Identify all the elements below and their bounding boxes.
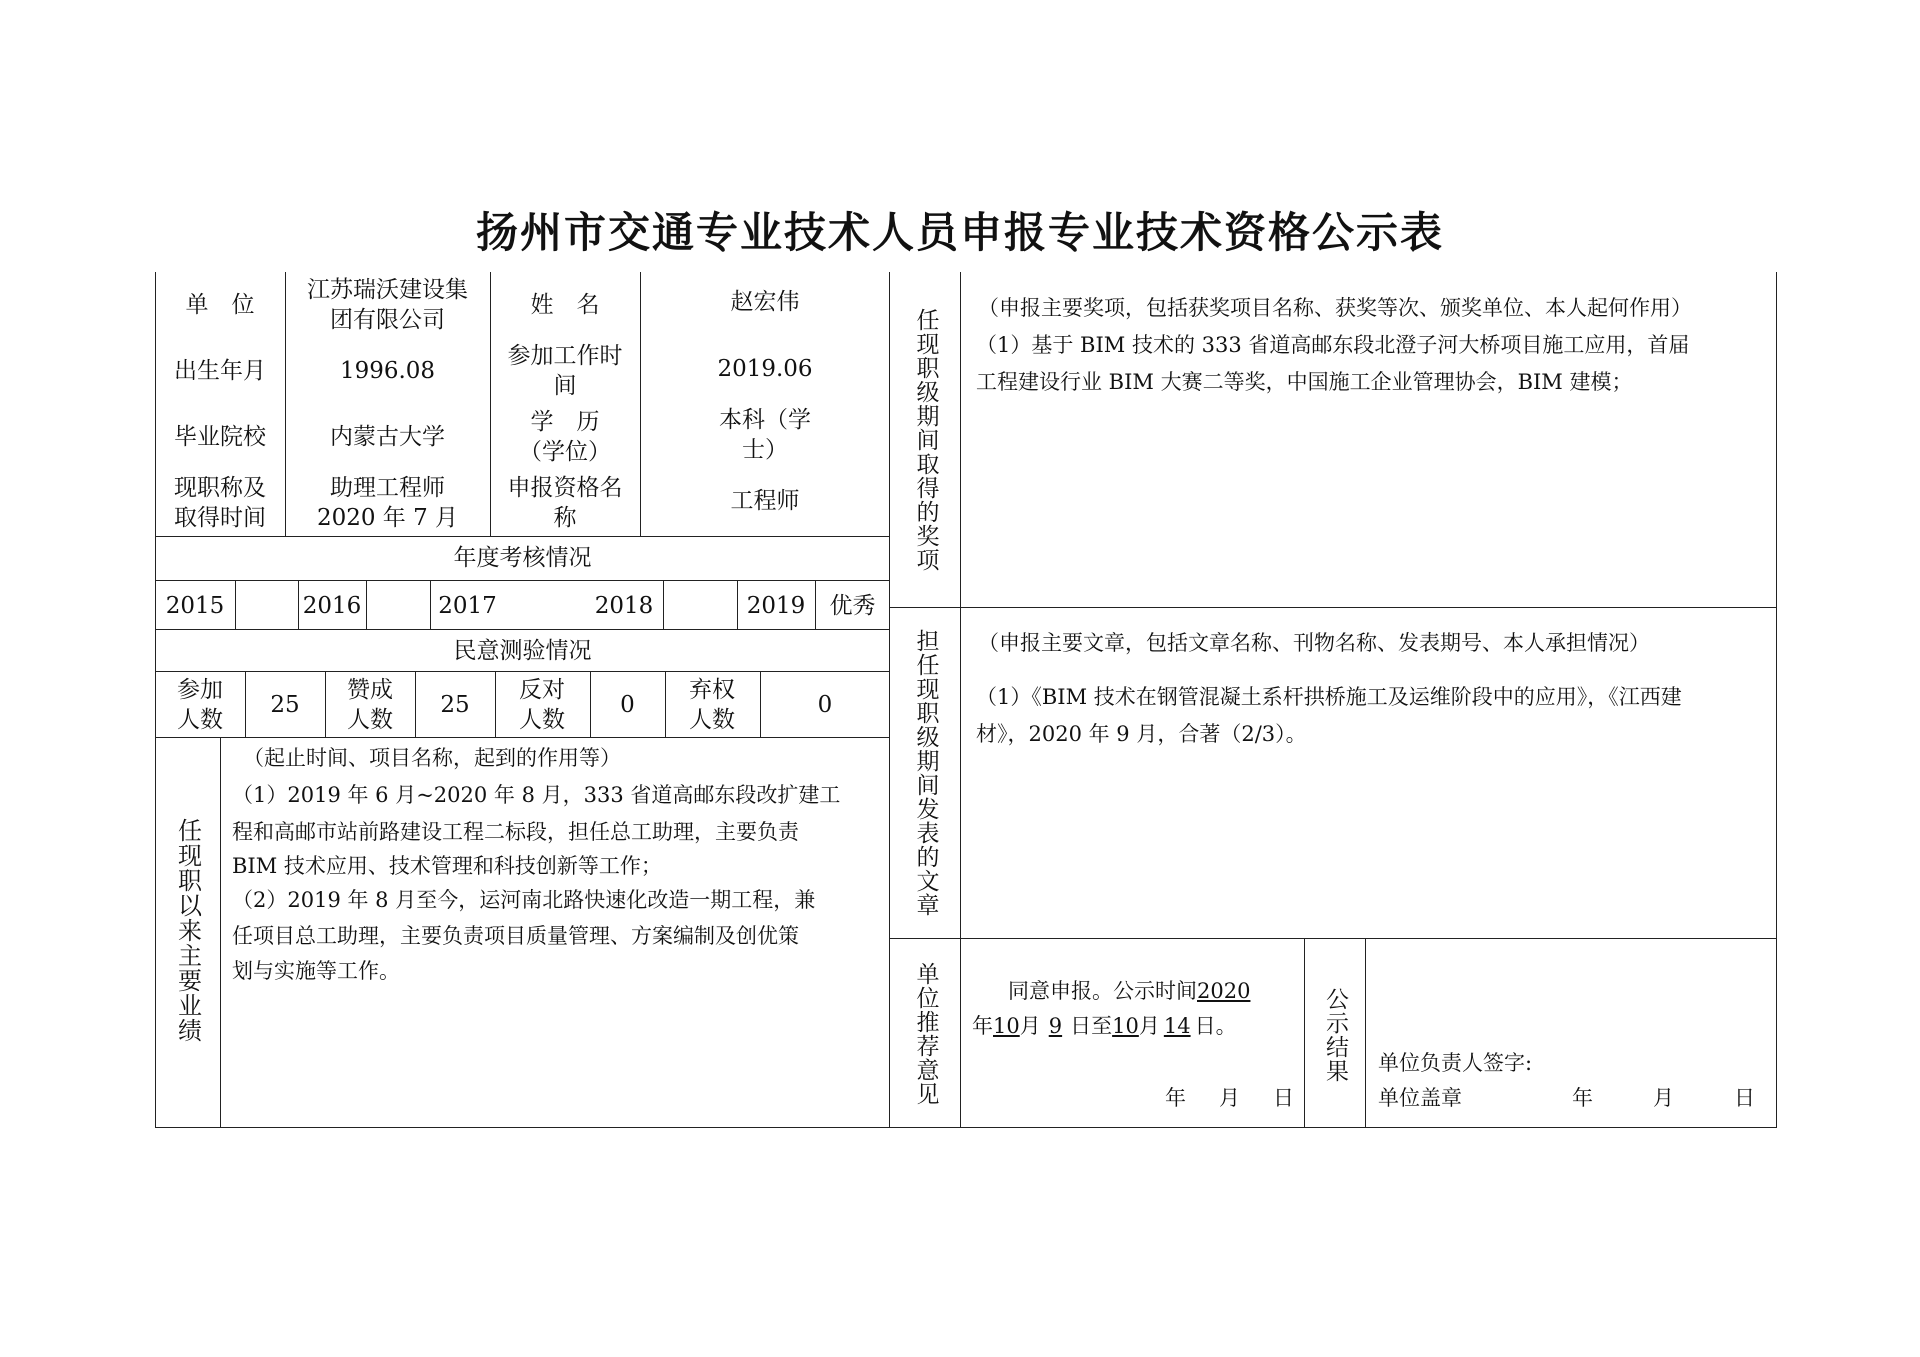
annual-result-2019: 优秀 [829,592,876,619]
performance-line-4: （2）2019 年 8 月至今，运河南北路快速化改造一期工程，兼 [232,888,816,912]
poll-abstain-value: 0 [817,692,833,718]
recommend-year-char: 年 [972,1014,993,1038]
recommend-day-start: 9 [1048,1014,1063,1038]
annual-result-2018 [663,581,737,630]
birth-label: 出生年月 [174,358,266,384]
recommend-line-1 [1008,973,1250,1010]
annual-result-2015 [235,581,298,630]
school-label: 毕业院校 [174,424,266,450]
awards-line-2: 工程建设行业 BIM 大赛二等奖，中国施工企业管理协会，BIM 建模； [976,370,1633,394]
annual-result-2016 [366,581,430,630]
poll-approve-label: 赞成人数 [347,677,393,733]
recommend-date: 年 月 日 [1165,1086,1300,1110]
poll-approve-value: 25 [440,692,470,718]
poll-oppose-label: 反对人数 [519,677,565,733]
articles-label: 担任现职级期间发表的文章 [912,629,939,917]
poll-oppose-value: 0 [620,692,635,718]
apply-value: 工程师 [730,488,800,514]
work-label: 参加工作时 间 [507,343,646,399]
title-value: 助理工程师2020 年 7 月 [316,475,459,531]
annual-header: 年度考核情况 [155,536,890,581]
apply-label: 申报资格名称 [507,475,623,531]
recommend-month-char-1: 月 [1019,1014,1041,1038]
recommend-ri-end: 日。 [1194,1014,1237,1038]
recommend-prefix: 同意申报。公示时间 [1008,979,1197,1003]
work-value: 2019.06 [717,356,813,382]
performance-line-3: BIM 技术应用、技术管理和科技创新等工作； [232,854,662,878]
annual-year-2018: 2018 [594,592,654,619]
page-title: 扬州市交通专业技术人员申报专业技术资格公示表 [475,208,1444,257]
result-sign-label: 单位负责人签字: [1378,1051,1533,1075]
annual-year-2019: 2019 [746,592,806,619]
name-label: 姓 名 [530,292,600,318]
poll-participants-label: 参加人数 [177,677,223,733]
performance-line-2: 程和高邮市站前路建设工程二标段，担任总工助理，主要负责 [232,820,799,844]
articles-line-0: （申报主要文章，包括文章名称、刊物名称、发表期号、本人承担情况） [978,631,1650,655]
edu-value: 本科（学士） [719,407,811,463]
result-date: 年 月 日 [1572,1086,1761,1110]
awards-label: 任现职级期间取得的奖项 [912,308,939,572]
performance-line-6: 划与实施等工作。 [232,959,400,983]
result-label: 公示结果 [1322,987,1348,1083]
result-seal-label: 单位盖章 [1378,1086,1462,1110]
annual-year-2016: 2016 [302,592,362,619]
annual-result-2017 [505,581,585,630]
articles-line-2: 材》，2020 年 9 月，合著（2/3）。 [976,722,1307,746]
performance-label: 任现职以来主要业绩 [173,817,202,1043]
articles-line-1: （1）《BIM 技术在钢管混凝土系杆拱桥施工及运维阶段中的应用》，《江西建 [976,685,1682,709]
recommend-month-start: 10 [993,1014,1020,1038]
performance-line-1: （1）2019 年 6 月~2020 年 8 月，333 省道高邮东段改扩建工 [232,783,841,807]
recommend-day-end: 14 [1163,1014,1191,1038]
poll-abstain-label: 弃权人数 [689,677,735,733]
poll-header: 民意测验情况 [155,630,890,672]
edu-label: 学 历（学位） [519,409,611,465]
school-value: 内蒙古大学 [330,424,445,450]
annual-year-2015: 2015 [165,592,225,619]
annual-year-2017: 2017 [438,592,497,619]
unit-value: 江苏瑞沃建设集团有限公司 [307,277,468,333]
recommend-month-char-2: 月 [1138,1014,1160,1038]
poll-participants-value: 25 [270,692,300,718]
recommend-ri-zhi: 日至 [1070,1014,1113,1038]
performance-line-0: （起止时间、项目名称，起到的作用等） [243,746,621,770]
recommend-line-2 [972,1008,1237,1045]
unit-label: 单 位 [185,292,255,318]
recommend-label: 单位推荐意见 [912,962,939,1106]
awards-line-0: （申报主要奖项，包括获奖项目名称、获奖等次、颁奖单位、本人起何作用） [978,296,1692,320]
name-value: 赵宏伟 [730,289,800,315]
recommend-month-end: 10 [1112,1014,1139,1038]
performance-line-5: 任项目总工助理，主要负责项目质量管理、方案编制及创优策 [232,924,799,948]
title-label: 现职称及取得时间 [174,475,266,531]
recommend-year: 2020 [1197,979,1251,1003]
awards-line-1: （1）基于 BIM 技术的 333 省道高邮东段北澄子河大桥项目施工应用，首届 [976,333,1690,357]
birth-value: 1996.08 [339,358,436,384]
